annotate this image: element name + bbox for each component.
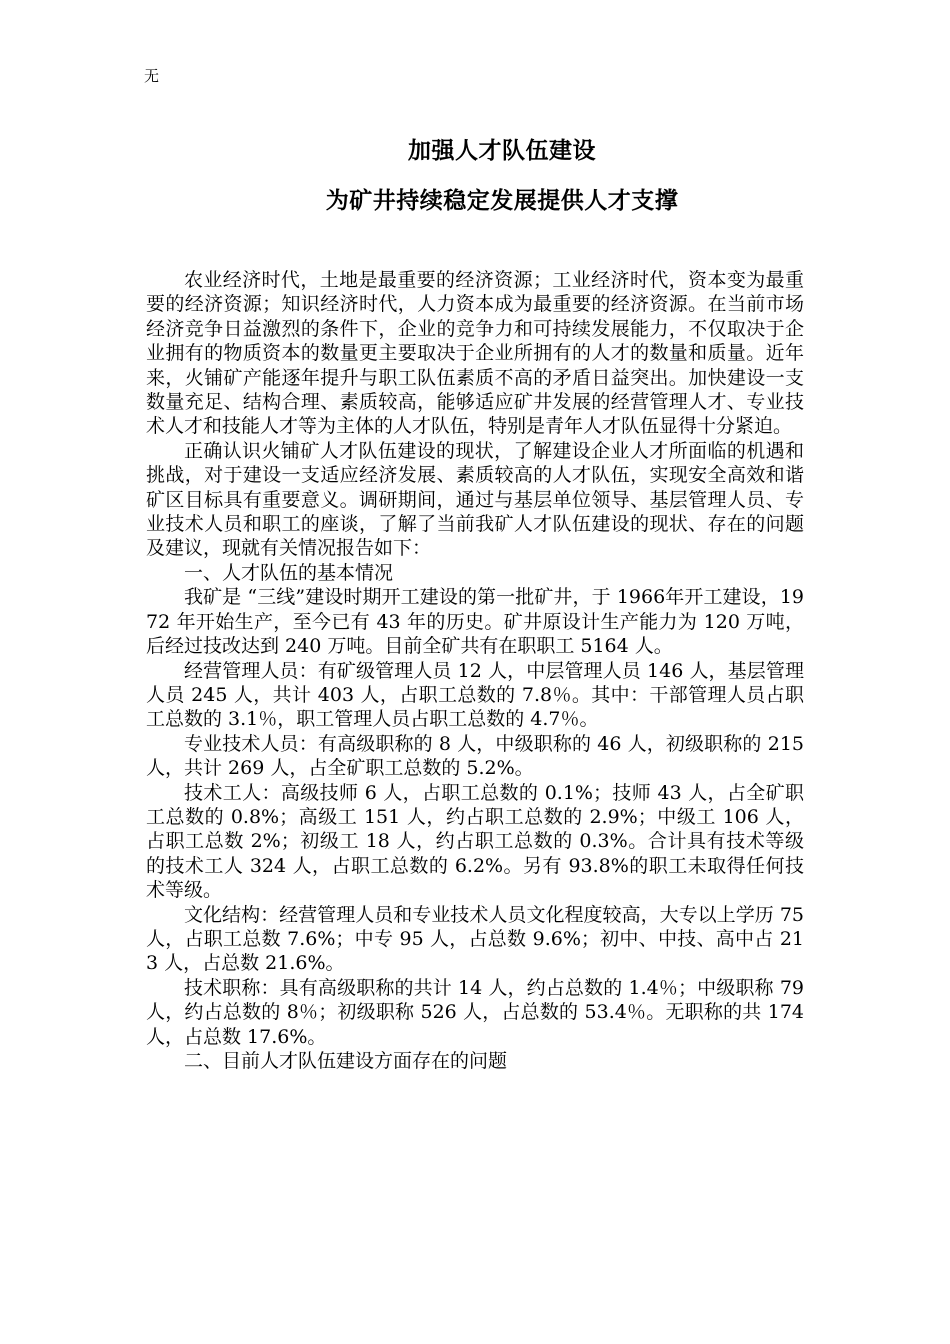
section-heading-basic-situation: 一、人才队伍的基本情况 [184, 561, 394, 584]
paragraph-technical-staff: 专业技术人员：有高级职称的 8 人，中级职称的 46 人，初级职称的 215 人，共计 269 人，占全矿职工总数的 5.2%。 [146, 732, 804, 780]
paragraph-purpose: 正确认识火铺矿人才队伍建设的现状，了解建设企业人才所面临的机遇和挑战，对于建设一支适应经济发展、素质较高的人才队伍，实现安全高效和谐矿区目标具有重要意义。调研期间，通过与基层单位领导、基层管理人员、专业技术人员和职工的座谈，了解了当前我矿人才队伍建设的现状、存在的问题及建议，现就有关情况报告如下： [146, 439, 804, 560]
paragraph-skilled-workers: 技术工人：高级技师 6 人，占职工总数的 0.1%；技师 43 人，占全矿职工总数的 0.8%；高级工 151 人，约占职工总数的 2.9%；中级工 106 人，占职工总数 2%；初级工 18 人，约占职工总数的 0.3%。合计具有技术等级的技术工人 324 人，占职工总数的 6.2%。另有 93.8%的职工未取得任何技术等级。 [146, 781, 804, 902]
header-mark: 无 [144, 67, 160, 85]
document-title: 加强人才队伍建设 [408, 138, 596, 164]
section-heading-problems: 二、目前人才队伍建设方面存在的问题 [184, 1050, 508, 1072]
paragraph-intro: 农业经济时代，土地是最重要的经济资源；工业经济时代，资本变为最重要的经济资源；知识经济时代，人力资本成为最重要的经济资源。在当前市场经济竞争日益激烈的条件下，企业的竞争力和可持续发展能力，不仅取决于企业拥有的物质资本的数量更主要取决于企业所拥有的人才的数量和质量。近年来，火铺矿产能逐年提升与职工队伍素质不高的矛盾日益突出。加快建设一支数量充足、结构合理、素质较高，能够适应矿井发展的经营管理人才、专业技术人才和技能人才等为主体的人才队伍，特别是青年人才队伍显得十分紧迫。 [146, 269, 804, 438]
paragraph-titles: 技术职称：具有高级职称的共计 14 人，约占总数的 1.4％；中级职称 79 人，约占总数的 8％；初级职称 526 人，占总数的 53.4％。无职称的共 174 人，占总数 17.6%。 [146, 976, 804, 1048]
paragraph-management-staff: 经营管理人员：有矿级管理人员 12 人，中层管理人员 146 人，基层管理人员 245 人，共计 403 人，占职工总数的 7.8％。其中：干部管理人员占职工总数的 3.1％，职工管理人员占职工总数的 4.7％。 [146, 659, 804, 731]
document-subtitle: 为矿井持续稳定发展提供人才支撑 [325, 188, 679, 214]
paragraph-education: 文化结构：经营管理人员和专业技术人员文化程度较高，大专以上学历 75 人，占职工总数 7.6%；中专 95 人，占总数 9.6%；初中、中技、高中占 213 人，占总数 21.6%。 [146, 903, 804, 975]
document-body [146, 268, 804, 1073]
paragraph-mine-overview: 我矿是 “三线”建设时期开工建设的第一批矿井，于 1966年开工建设，1972 年开始生产，至今已有 43 年的历史。矿井原设计生产能力为 120 万吨，后经过技改达到 240 万吨。目前全矿共有在职职工 5164 人。 [146, 586, 804, 658]
